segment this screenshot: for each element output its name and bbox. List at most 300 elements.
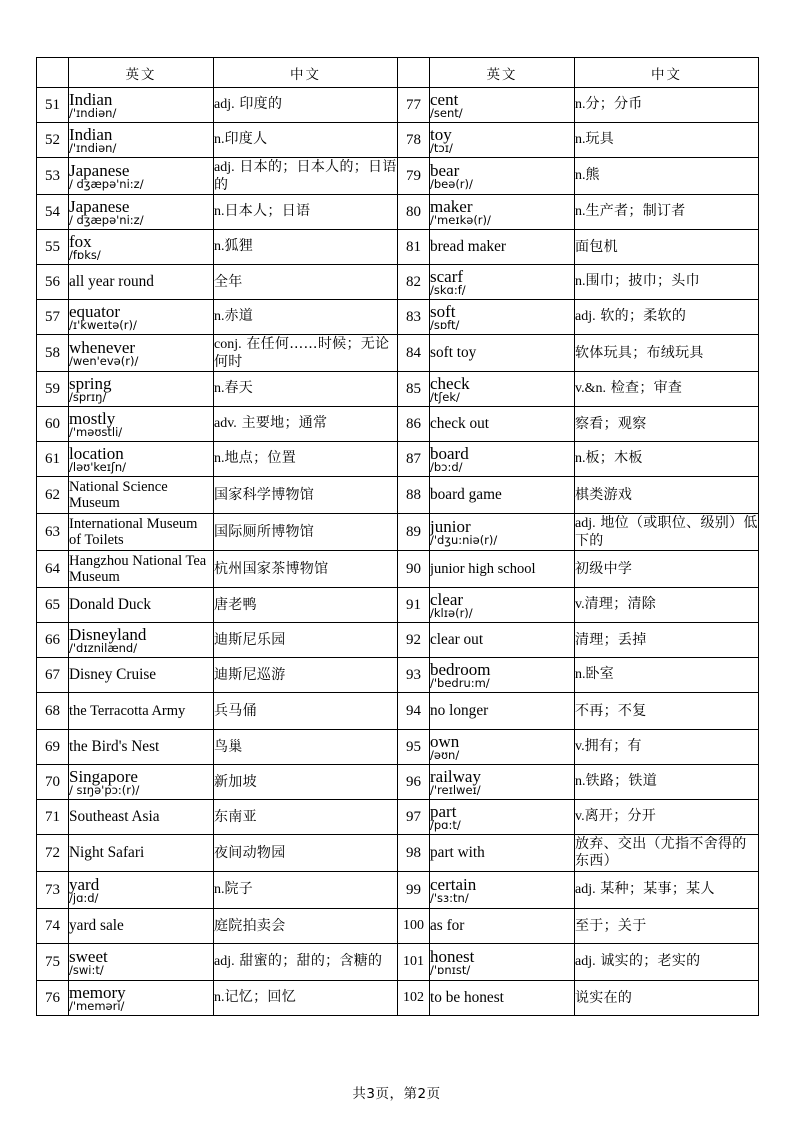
english-word: certain: [430, 874, 477, 894]
chinese-definition: 迪斯尼巡游: [214, 666, 286, 683]
row-number: 73: [37, 872, 69, 909]
part-of-speech: adj.: [214, 954, 235, 970]
row-number: 57: [37, 300, 69, 335]
english-word: board: [430, 443, 469, 463]
english-cell: [430, 300, 575, 335]
english-cell: [69, 372, 214, 407]
english-word: Donald Duck: [69, 596, 151, 614]
row-number: 100: [398, 909, 430, 944]
row-number: 61: [37, 442, 69, 477]
chinese-definition: 诚实的；老实的: [595, 953, 701, 970]
part-of-speech: n.: [214, 309, 225, 325]
english-cell: [430, 158, 575, 195]
chinese-cell: [575, 442, 759, 477]
table-row: [37, 123, 759, 158]
table-row: [37, 335, 759, 372]
part-of-speech: v.: [575, 739, 585, 755]
table-row: [37, 981, 759, 1016]
part-of-speech: adj.: [575, 954, 596, 970]
chinese-definition: 在任何……时候；无论何时: [214, 335, 390, 370]
english-cell: [69, 442, 214, 477]
english-cell: [430, 588, 575, 623]
phonetic-transcription: /tʃek/: [430, 389, 460, 404]
phonetic-transcription: /swi:t/: [69, 962, 104, 977]
chinese-definition: 初级中学: [575, 560, 633, 577]
table-row: [37, 658, 759, 693]
english-cell: [430, 123, 575, 158]
row-number: 93: [398, 658, 430, 693]
chinese-cell: [214, 658, 398, 693]
part-of-speech: v.: [575, 809, 585, 825]
chinese-cell: [575, 872, 759, 909]
page-footer: 共3页，第2页: [352, 1086, 441, 1102]
chinese-definition: 软的；柔软的: [595, 308, 687, 325]
chinese-cell: [214, 158, 398, 195]
chinese-cell: [575, 658, 759, 693]
table-row: [37, 372, 759, 407]
english-word: Southeast Asia: [69, 808, 160, 826]
chinese-definition: 印度的: [234, 96, 283, 113]
english-word: Japanese: [69, 196, 130, 216]
phonetic-transcription: /əʊn/: [430, 747, 460, 762]
table-row: [37, 88, 759, 123]
phonetic-transcription: /jɑ:d/: [69, 890, 99, 905]
phonetic-transcription: /bɔ:d/: [430, 459, 463, 474]
english-cell: [69, 265, 214, 300]
english-cell: [69, 835, 214, 872]
english-cell: [430, 514, 575, 551]
chinese-definition: 面包机: [575, 238, 618, 255]
english-cell: [430, 407, 575, 442]
english-word: International Museum of Toilets: [69, 515, 198, 548]
row-number: 62: [37, 477, 69, 514]
english-word: Singapore: [69, 766, 138, 786]
row-number: 54: [37, 195, 69, 230]
table-row: [37, 195, 759, 230]
phonetic-transcription: /sɒft/: [430, 317, 460, 332]
english-word: railway: [430, 766, 481, 786]
english-word: part with: [430, 844, 485, 862]
chinese-cell: [575, 300, 759, 335]
row-number: 89: [398, 514, 430, 551]
chinese-cell: [214, 407, 398, 442]
chinese-cell: [575, 372, 759, 407]
chinese-definition: 赤道: [224, 308, 254, 325]
chinese-definition: 离开；分开: [584, 808, 657, 825]
english-cell: [430, 981, 575, 1016]
phonetic-transcription: /'dʒu:niə(r)/: [430, 532, 498, 547]
english-cell: [430, 335, 575, 372]
english-cell: [69, 158, 214, 195]
part-of-speech: n.: [214, 990, 225, 1006]
row-number: 71: [37, 800, 69, 835]
chinese-cell: [575, 514, 759, 551]
english-cell: [69, 123, 214, 158]
table-row: [37, 944, 759, 981]
header-english-right: 英文: [430, 58, 575, 88]
phonetic-transcription: /sprɪŋ/: [69, 389, 107, 404]
chinese-cell: [214, 265, 398, 300]
chinese-cell: [575, 623, 759, 658]
chinese-definition: 东南亚: [214, 808, 257, 825]
chinese-cell: [214, 195, 398, 230]
chinese-definition: 板；木板: [585, 450, 643, 467]
english-cell: [69, 800, 214, 835]
table-row: [37, 800, 759, 835]
english-cell: [69, 765, 214, 800]
english-word: location: [69, 443, 124, 463]
chinese-definition: 至于；关于: [575, 917, 647, 934]
chinese-cell: [214, 230, 398, 265]
row-number: 69: [37, 730, 69, 765]
phonetic-transcription: /ləʊ'keɪʃn/: [69, 459, 127, 474]
english-cell: [69, 88, 214, 123]
chinese-definition: 日本人；日语: [224, 203, 311, 220]
row-number: 70: [37, 765, 69, 800]
row-number: 90: [398, 551, 430, 588]
chinese-cell: [575, 551, 759, 588]
chinese-cell: [575, 230, 759, 265]
row-number: 94: [398, 693, 430, 730]
phonetic-transcription: /klɪə(r)/: [430, 605, 473, 620]
chinese-definition: 放弃、交出（尤指不舍得的东西）: [575, 836, 747, 869]
table-row: [37, 265, 759, 300]
english-cell: [430, 944, 575, 981]
english-cell: [69, 872, 214, 909]
table-row: [37, 551, 759, 588]
chinese-cell: [214, 730, 398, 765]
part-of-speech: conj.: [214, 336, 242, 352]
english-word: check: [430, 373, 470, 393]
english-cell: [430, 835, 575, 872]
english-cell: [69, 730, 214, 765]
chinese-definition: 日本的；日本人的；日语的: [214, 158, 397, 193]
english-cell: [430, 195, 575, 230]
chinese-definition: 检查；审查: [605, 380, 683, 397]
chinese-definition: 印度人: [224, 131, 268, 148]
english-cell: [430, 730, 575, 765]
english-word: no longer: [430, 702, 489, 720]
chinese-definition: 狐狸: [224, 238, 254, 255]
row-number: 64: [37, 551, 69, 588]
row-number: 78: [398, 123, 430, 158]
english-cell: [430, 230, 575, 265]
chinese-cell: [214, 335, 398, 372]
chinese-definition: 记忆；回忆: [224, 989, 296, 1006]
english-cell: [430, 551, 575, 588]
part-of-speech: n.: [214, 451, 225, 467]
table-row: [37, 477, 759, 514]
english-word: clear out: [430, 631, 484, 649]
chinese-cell: [214, 514, 398, 551]
english-cell: [430, 800, 575, 835]
phonetic-transcription: /ɪ'kweɪtə(r)/: [69, 317, 137, 332]
chinese-cell: [214, 477, 398, 514]
row-number: 86: [398, 407, 430, 442]
english-word: board game: [430, 486, 502, 504]
english-word: maker: [430, 196, 473, 216]
chinese-definition: 围巾；披巾；头巾: [585, 273, 700, 290]
english-cell: [430, 623, 575, 658]
english-word: soft toy: [430, 344, 477, 362]
chinese-cell: [575, 335, 759, 372]
chinese-cell: [575, 477, 759, 514]
vocabulary-table: [36, 57, 759, 1016]
chinese-definition: 兵马俑: [214, 702, 257, 719]
table-row: [37, 872, 759, 909]
phonetic-transcription: / dʒæpə'ni:z/: [69, 176, 144, 191]
english-word: fox: [69, 231, 92, 251]
english-word: equator: [69, 301, 120, 321]
row-number: 84: [398, 335, 430, 372]
english-cell: [430, 477, 575, 514]
chinese-definition: 院子: [224, 881, 254, 898]
row-number: 95: [398, 730, 430, 765]
phonetic-transcription: / dʒæpə'ni:z/: [69, 212, 144, 227]
english-word: memory: [69, 982, 126, 1002]
row-number: 92: [398, 623, 430, 658]
english-word: Night Safari: [69, 844, 145, 862]
chinese-definition: 新加坡: [214, 773, 257, 790]
row-number: 60: [37, 407, 69, 442]
english-cell: [69, 909, 214, 944]
phonetic-transcription: /'ɪndiən/: [69, 105, 117, 120]
english-word: Japanese: [69, 160, 130, 180]
part-of-speech: adj.: [214, 97, 235, 113]
chinese-definition: 清理；清除: [584, 596, 657, 613]
row-number: 82: [398, 265, 430, 300]
english-word: to be honest: [430, 989, 504, 1007]
english-cell: [430, 265, 575, 300]
row-number: 65: [37, 588, 69, 623]
chinese-cell: [575, 265, 759, 300]
english-word: yard: [69, 874, 100, 894]
row-number: 75: [37, 944, 69, 981]
english-cell: [430, 88, 575, 123]
chinese-definition: 拥有；有: [584, 738, 642, 755]
chinese-cell: [214, 123, 398, 158]
chinese-definition: 庭院拍卖会: [214, 917, 286, 934]
chinese-cell: [575, 158, 759, 195]
chinese-cell: [214, 300, 398, 335]
english-word: soft: [430, 301, 456, 321]
row-number: 68: [37, 693, 69, 730]
row-number: 91: [398, 588, 430, 623]
english-word: all year round: [69, 273, 154, 291]
part-of-speech: n.: [214, 239, 225, 255]
chinese-definition: 主要地；通常: [236, 415, 328, 432]
part-of-speech: n.: [575, 168, 586, 184]
english-word: cent: [430, 89, 459, 109]
table-body: [37, 88, 759, 1016]
chinese-cell: [214, 909, 398, 944]
chinese-cell: [214, 588, 398, 623]
part-of-speech: n.: [575, 774, 586, 790]
chinese-cell: [575, 909, 759, 944]
english-cell: [69, 514, 214, 551]
phonetic-transcription: /'bedru:m/: [430, 675, 490, 690]
english-word: National Science Museum: [69, 478, 168, 511]
part-of-speech: adj.: [214, 159, 235, 175]
header-chinese-left: 中文: [214, 58, 398, 88]
header-chinese-right: 中文: [575, 58, 759, 88]
chinese-cell: [575, 981, 759, 1016]
english-word: as for: [430, 917, 465, 935]
phonetic-transcription: /'sɜ:tn/: [430, 890, 469, 905]
part-of-speech: v.: [575, 597, 585, 613]
part-of-speech: adj.: [575, 882, 596, 898]
chinese-cell: [575, 88, 759, 123]
phonetic-transcription: / sɪŋə'pɔ:(r)/: [69, 782, 140, 797]
phonetic-transcription: /pɑ:t/: [430, 817, 461, 832]
part-of-speech: n.: [575, 667, 586, 683]
english-word: yard sale: [69, 917, 124, 935]
phonetic-transcription: /skɑ:f/: [430, 282, 466, 297]
header-num-left: [37, 58, 69, 88]
english-cell: [69, 944, 214, 981]
phonetic-transcription: /tɔɪ/: [430, 140, 453, 155]
part-of-speech: n.: [214, 381, 225, 397]
phonetic-transcription: /fɒks/: [69, 247, 101, 262]
english-word: bread maker: [430, 238, 507, 256]
part-of-speech: n.: [575, 204, 586, 220]
english-word: junior: [430, 516, 471, 536]
english-word: sweet: [69, 946, 108, 966]
table-row: [37, 730, 759, 765]
english-cell: [69, 300, 214, 335]
chinese-cell: [214, 800, 398, 835]
chinese-cell: [214, 88, 398, 123]
chinese-definition: 不再；不复: [575, 702, 647, 719]
part-of-speech: n.: [575, 132, 586, 148]
english-word: honest: [430, 946, 475, 966]
part-of-speech: n.: [214, 132, 225, 148]
table-row: [37, 909, 759, 944]
row-number: 59: [37, 372, 69, 407]
row-number: 56: [37, 265, 69, 300]
english-cell: [69, 407, 214, 442]
english-cell: [430, 372, 575, 407]
header-english-left: 英文: [69, 58, 214, 88]
english-word: Hangzhou National Tea Museum: [69, 552, 207, 585]
english-word: Indian: [69, 124, 113, 144]
row-number: 96: [398, 765, 430, 800]
english-word: toy: [430, 124, 452, 144]
chinese-definition: 某种；某事；某人: [595, 881, 715, 898]
row-number: 79: [398, 158, 430, 195]
chinese-definition: 说实在的: [575, 989, 633, 1006]
row-number: 85: [398, 372, 430, 407]
row-number: 102: [398, 981, 430, 1016]
english-cell: [430, 872, 575, 909]
phonetic-transcription: /'dɪznilænd/: [69, 640, 138, 655]
phonetic-transcription: /wen'evə(r)/: [69, 353, 139, 368]
english-word: part: [430, 801, 457, 821]
row-number: 58: [37, 335, 69, 372]
chinese-definition: 察看；观察: [575, 415, 647, 432]
chinese-definition: 分；分币: [585, 96, 643, 113]
row-number: 67: [37, 658, 69, 693]
english-cell: [69, 693, 214, 730]
row-number: 55: [37, 230, 69, 265]
chinese-definition: 全年: [214, 273, 243, 290]
header-row: [37, 58, 759, 88]
row-number: 76: [37, 981, 69, 1016]
table-row: [37, 300, 759, 335]
chinese-definition: 迪斯尼乐园: [214, 631, 286, 648]
row-number: 81: [398, 230, 430, 265]
english-word: spring: [69, 373, 112, 393]
part-of-speech: n.: [214, 204, 225, 220]
phonetic-transcription: /'ɪndiən/: [69, 140, 117, 155]
chinese-definition: 玩具: [585, 131, 615, 148]
english-cell: [69, 623, 214, 658]
chinese-cell: [575, 730, 759, 765]
chinese-cell: [214, 981, 398, 1016]
chinese-definition: 铁路；铁道: [585, 773, 657, 790]
row-number: 83: [398, 300, 430, 335]
english-word: own: [430, 731, 460, 751]
row-number: 74: [37, 909, 69, 944]
part-of-speech: adj.: [575, 309, 596, 325]
english-cell: [430, 658, 575, 693]
english-word: Indian: [69, 89, 113, 109]
english-cell: [430, 442, 575, 477]
english-cell: [69, 195, 214, 230]
chinese-definition: 夜间动物园: [214, 844, 286, 861]
table-row: [37, 623, 759, 658]
chinese-cell: [575, 765, 759, 800]
english-cell: [430, 765, 575, 800]
chinese-cell: [214, 442, 398, 477]
part-of-speech: n.: [575, 274, 586, 290]
english-word: Disneyland: [69, 624, 147, 644]
row-number: 88: [398, 477, 430, 514]
chinese-definition: 国家科学博物馆: [214, 486, 315, 503]
part-of-speech: n.: [214, 882, 225, 898]
phonetic-transcription: /'məʊstli/: [69, 424, 123, 439]
english-cell: [430, 909, 575, 944]
row-number: 99: [398, 872, 430, 909]
chinese-cell: [575, 944, 759, 981]
chinese-definition: 国际厕所博物馆: [214, 523, 315, 540]
row-number: 52: [37, 123, 69, 158]
row-number: 77: [398, 88, 430, 123]
chinese-cell: [214, 765, 398, 800]
english-word: the Bird's Nest: [69, 738, 160, 756]
chinese-definition: 地位（或职位、级别）低下的: [575, 514, 758, 549]
chinese-cell: [575, 588, 759, 623]
part-of-speech: n.: [575, 97, 586, 113]
english-cell: [69, 658, 214, 693]
chinese-cell: [214, 623, 398, 658]
chinese-definition: 春天: [224, 380, 254, 397]
table-row: [37, 765, 759, 800]
row-number: 63: [37, 514, 69, 551]
chinese-definition: 甜蜜的；甜的；含糖的: [234, 953, 383, 970]
english-word: Disney Cruise: [69, 666, 157, 684]
row-number: 87: [398, 442, 430, 477]
english-cell: [69, 981, 214, 1016]
english-word: scarf: [430, 266, 464, 286]
chinese-cell: [214, 835, 398, 872]
part-of-speech: n.: [575, 451, 586, 467]
part-of-speech: adj.: [575, 515, 596, 531]
english-word: the Terracotta Army: [69, 702, 186, 719]
phonetic-transcription: /'reɪlweɪ/: [430, 782, 481, 797]
phonetic-transcription: /'meməri/: [69, 998, 125, 1013]
chinese-cell: [575, 693, 759, 730]
